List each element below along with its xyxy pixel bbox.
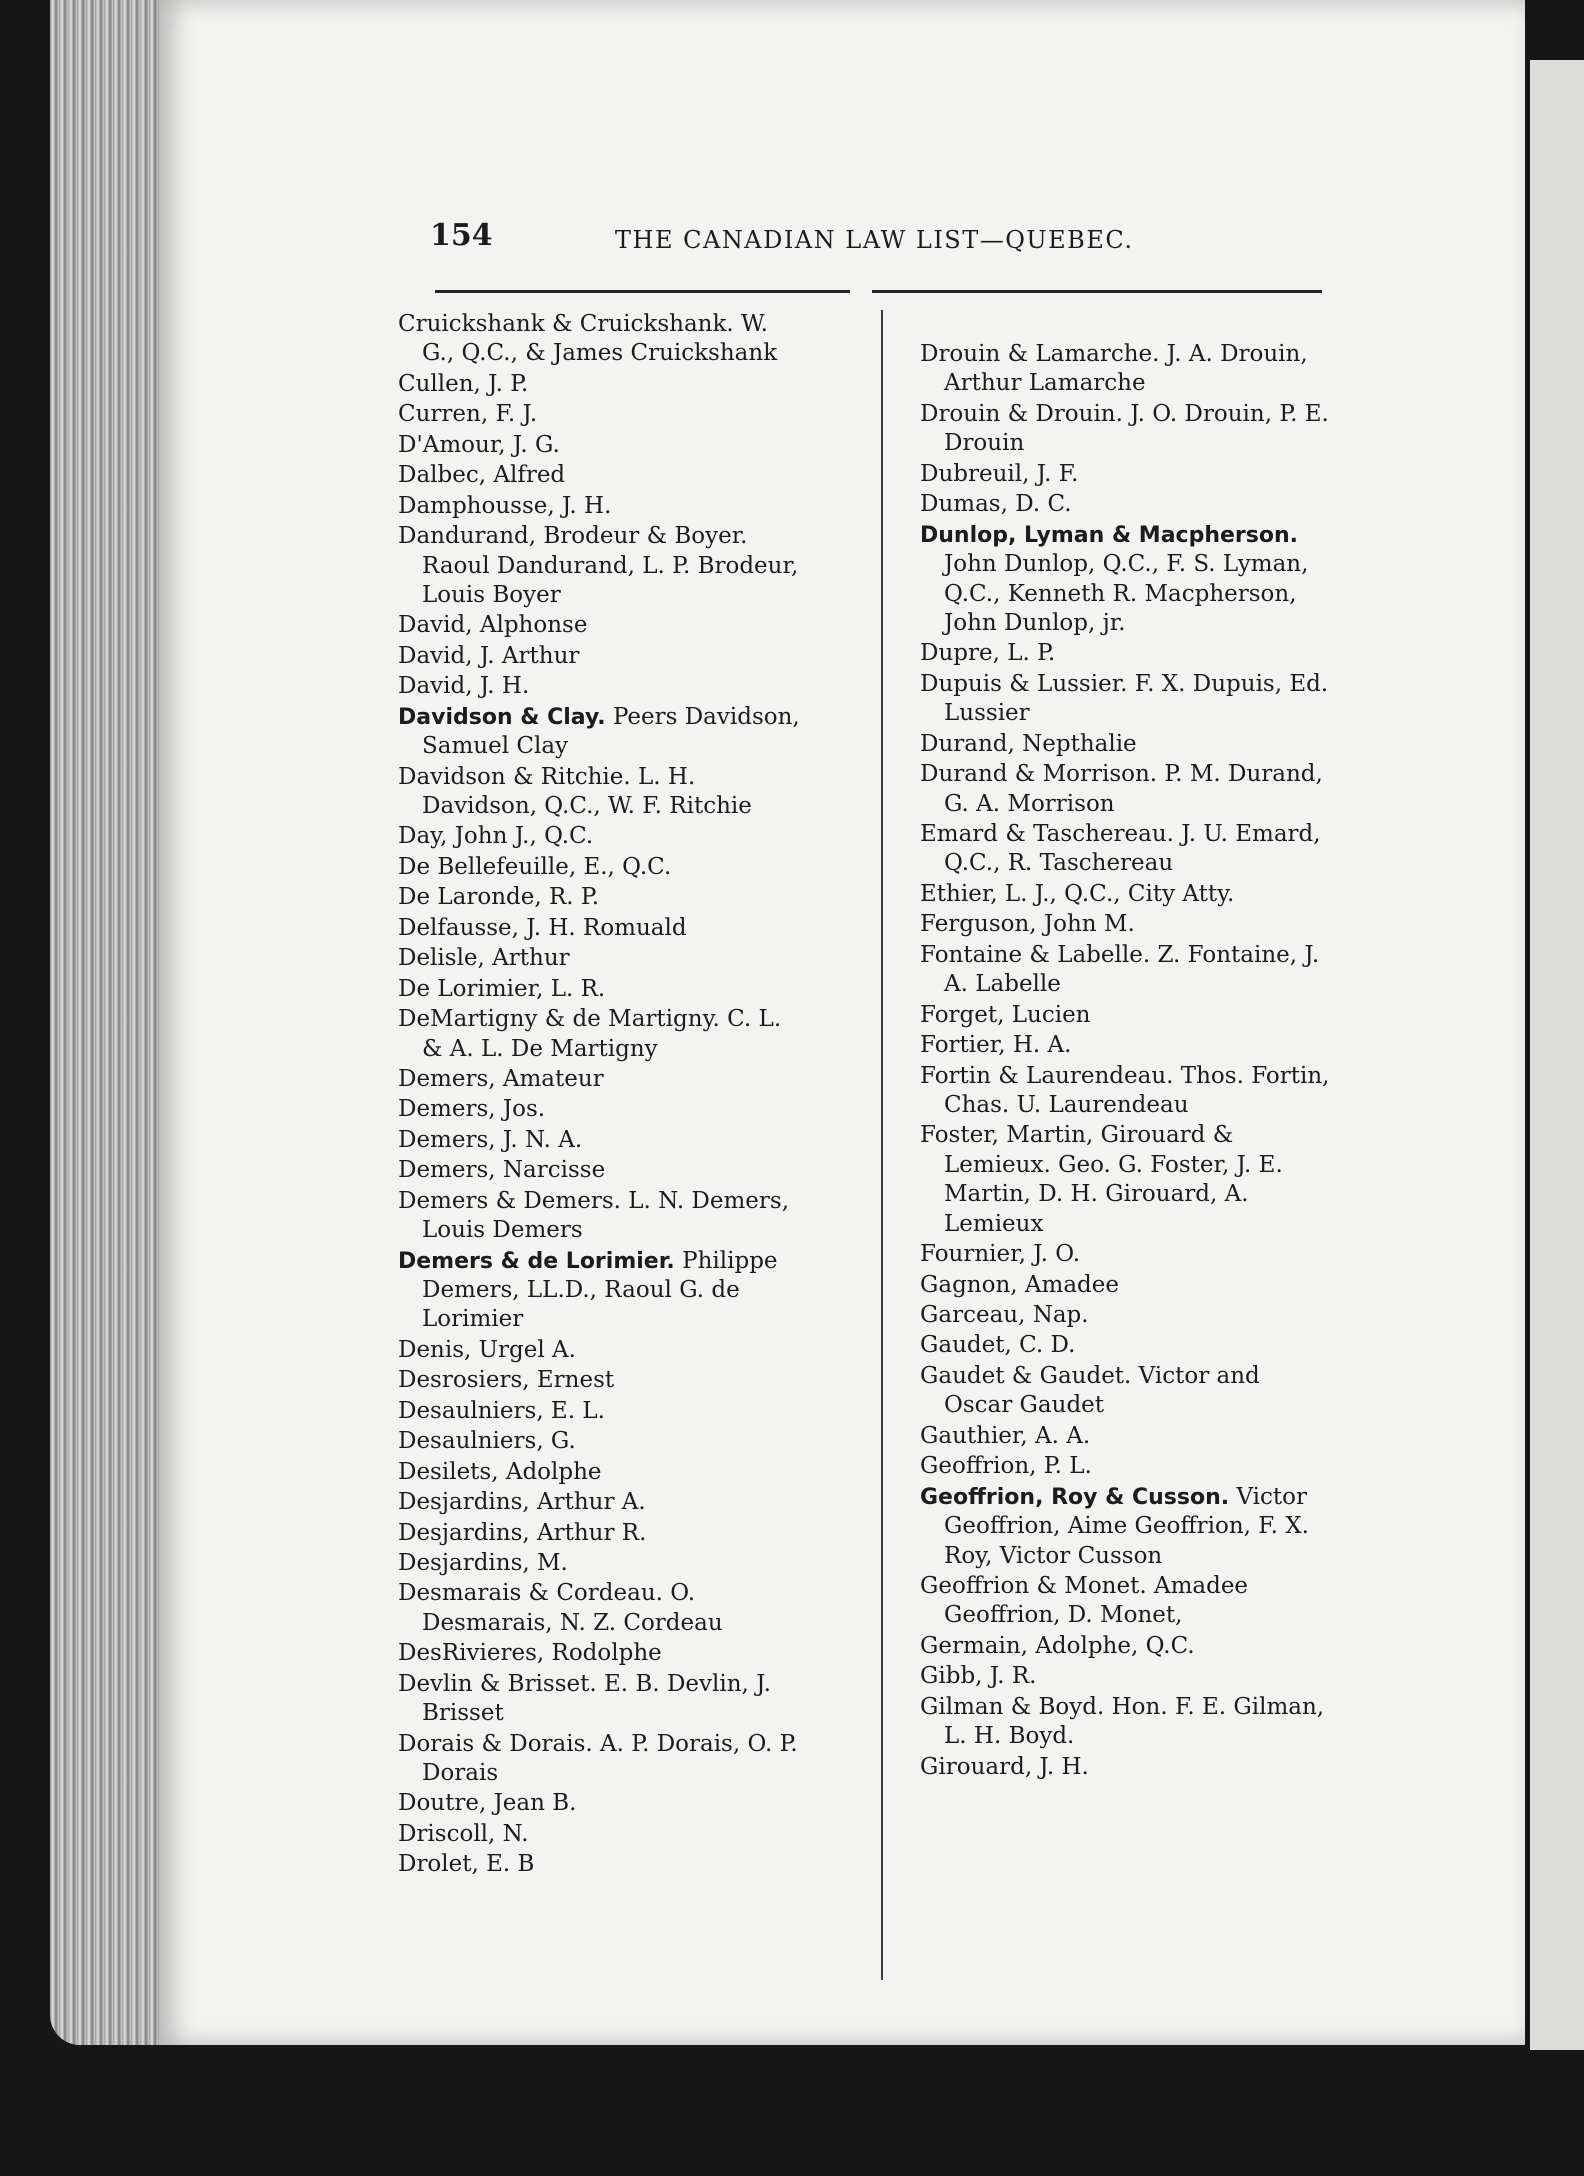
entry-firm-name: Gaudet & Gaudet. [920, 1362, 1132, 1389]
entry-firm-name: Desmarais & Cordeau. [398, 1580, 663, 1607]
directory-entry [398, 492, 803, 521]
directory-entry [398, 763, 803, 822]
directory-entry [920, 1001, 1330, 1030]
entry-firm-name: Ferguson, John M. [920, 911, 1135, 938]
directory-entry [920, 1753, 1330, 1782]
entry-members: A. P. Dorais, O. P. Dorais [422, 1730, 798, 1786]
entry-firm-name: Geoffrion, Roy & Cusson. [920, 1484, 1230, 1510]
entry-members: Victor and Oscar Gaudet [944, 1362, 1260, 1419]
entry-members: O. Desmarais, N. Z. Cordeau [422, 1580, 723, 1636]
directory-entry [398, 1730, 803, 1789]
entry-firm-name: Gauthier, A. A. [920, 1422, 1091, 1449]
entry-firm-name: Dubreuil, J. F. [920, 460, 1079, 487]
directory-entry [398, 1095, 803, 1124]
left-column [398, 310, 803, 1881]
directory-entry [920, 1121, 1330, 1239]
running-title: THE CANADIAN LAW LIST—QUEBEC. [615, 226, 1134, 254]
entry-firm-name: Gaudet, C. D. [920, 1332, 1076, 1359]
entry-firm-name: Delfausse, J. H. Romuald [398, 914, 687, 941]
entry-firm-name: David, J. Arthur [398, 642, 580, 669]
directory-entry [398, 1820, 803, 1849]
entry-firm-name: De Lorimier, L. R. [398, 975, 606, 1002]
directory-entry [920, 1362, 1330, 1421]
directory-entry [920, 1572, 1330, 1631]
directory-entry [920, 490, 1330, 519]
directory-entry [398, 1156, 803, 1185]
entry-firm-name: Germain, Adolphe, Q.C. [920, 1632, 1195, 1659]
entry-firm-name: Desilets, Adolphe [398, 1458, 602, 1485]
entry-firm-name: Fontaine & Labelle. [920, 941, 1151, 968]
directory-entry [920, 1693, 1330, 1752]
entry-firm-name: Dupre, L. P. [920, 640, 1056, 667]
directory-entry [920, 1240, 1330, 1269]
entry-firm-name: Curren, F. J. [398, 401, 538, 428]
entry-firm-name: Cullen, J. P. [398, 370, 529, 397]
entry-firm-name: Desjardins, Arthur R. [398, 1519, 647, 1546]
entry-firm-name: Dumas, D. C. [920, 491, 1072, 518]
directory-entry [920, 670, 1330, 729]
directory-entry [920, 1452, 1330, 1481]
directory-entry [920, 730, 1330, 759]
directory-entry [920, 1031, 1330, 1060]
entry-firm-name: Drouin & Drouin. [920, 400, 1123, 427]
entry-firm-name: De Laronde, R. P. [398, 884, 600, 911]
directory-entry [398, 1519, 803, 1548]
entry-firm-name: Dunlop, Lyman & Macpherson. [920, 522, 1298, 548]
entry-firm-name: Delisle, Arthur [398, 945, 570, 972]
entry-firm-name: Gibb, J. R. [920, 1663, 1037, 1690]
directory-entry [920, 1632, 1330, 1661]
directory-entry [920, 340, 1330, 399]
entry-members: Thos. Fortin, Chas. U. Laurendeau [944, 1062, 1330, 1118]
entry-firm-name: Geoffrion, P. L. [920, 1453, 1092, 1480]
directory-entry [920, 1331, 1330, 1360]
entry-firm-name: Geoffrion & Monet. [920, 1572, 1147, 1599]
directory-entry [398, 703, 803, 762]
entry-members: John Dunlop, Q.C., F. S. Lyman, Q.C., Kenneth R. Macpherson, John Dunlop, jr. [944, 551, 1309, 636]
directory-entry [398, 1065, 803, 1094]
entry-firm-name: Desaulniers, G. [398, 1428, 576, 1455]
page-header [430, 218, 1330, 266]
entry-members: J. U. Emard, Q.C., R. Taschereau [944, 821, 1321, 877]
directory-entry [920, 1301, 1330, 1330]
directory-entry [398, 400, 803, 429]
directory-entry [398, 1850, 803, 1879]
directory-entry [920, 910, 1330, 939]
entry-firm-name: David, Alphonse [398, 612, 588, 639]
entry-firm-name: Forget, Lucien [920, 1001, 1091, 1028]
entry-firm-name: Dorais & Dorais. [398, 1730, 593, 1757]
directory-entry [398, 642, 803, 671]
entry-firm-name: Foster, Martin, Girouard & Lemieux. [920, 1122, 1234, 1178]
entry-firm-name: Demers & de Lorimier. [398, 1248, 675, 1274]
directory-entry [920, 639, 1330, 668]
directory-entry [398, 914, 803, 943]
header-rule-left [435, 290, 850, 293]
directory-entry [398, 1366, 803, 1395]
entry-firm-name: Gagnon, Amadee [920, 1271, 1119, 1298]
entry-firm-name: Garceau, Nap. [920, 1302, 1089, 1328]
directory-entry [920, 1271, 1330, 1300]
directory-entry [398, 1005, 803, 1064]
entry-members: W. G., Q.C., & James Cruickshank [422, 311, 778, 367]
directory-entry [920, 1422, 1330, 1451]
directory-entry [920, 400, 1330, 459]
directory-entry [398, 370, 803, 399]
directory-entry [398, 883, 803, 912]
entry-firm-name: Driscoll, N. [398, 1820, 529, 1847]
entry-members: C. L. & A. L. De Martigny [422, 1006, 782, 1062]
entry-firm-name: David, J. H. [398, 673, 530, 700]
entry-firm-name: Fournier, J. O. [920, 1241, 1081, 1268]
entry-members: Philippe Demers, LL.D., Raoul G. de Lorimier [422, 1247, 778, 1333]
directory-entry [920, 460, 1330, 489]
entry-firm-name: Day, John J., Q.C. [398, 823, 594, 850]
directory-entry [398, 1488, 803, 1517]
entry-firm-name: Desrosiers, Ernest [398, 1367, 615, 1394]
entry-firm-name: DeMartigny & de Martigny. [398, 1006, 720, 1033]
directory-entry [920, 1062, 1330, 1121]
directory-entry [398, 672, 803, 701]
entry-firm-name: Demers, Narcisse [398, 1157, 606, 1184]
entry-firm-name: Dalbec, Alfred [398, 462, 566, 489]
header-rule-right [872, 290, 1322, 293]
entry-firm-name: Desjardins, M. [398, 1549, 568, 1576]
entry-firm-name: Demers, Amateur [398, 1065, 604, 1092]
entry-firm-name: Fortin & Laurendeau. [920, 1062, 1174, 1089]
directory-entry [398, 1427, 803, 1456]
facing-page-edge [1530, 60, 1584, 2050]
directory-entry [920, 1483, 1330, 1571]
entry-firm-name: Emard & Taschereau. [920, 821, 1174, 847]
directory-entry [398, 1336, 803, 1365]
entry-firm-name: Gilman & Boyd. [920, 1693, 1105, 1720]
directory-entry [920, 880, 1330, 909]
entry-members: Victor Geoffrion, Aime Geoffrion, F. X. Roy, Victor Cusson [944, 1483, 1309, 1569]
entry-members: L. H. Davidson, Q.C., W. F. Ritchie [422, 763, 752, 819]
directory-entry [920, 521, 1330, 639]
entry-firm-name: Doutre, Jean B. [398, 1790, 577, 1817]
entry-firm-name: D'Amour, J. G. [398, 431, 560, 458]
directory-entry [398, 310, 803, 369]
column-divider [881, 310, 883, 1980]
directory-entry [398, 944, 803, 973]
directory-entry [398, 1670, 803, 1729]
directory-entry [398, 1579, 803, 1638]
entry-firm-name: Ethier, L. J., Q.C., City Atty. [920, 880, 1235, 907]
directory-entry [398, 1639, 803, 1668]
entry-firm-name: Girouard, J. H. [920, 1753, 1089, 1780]
entry-members: J. O. Drouin, P. E. Drouin [944, 400, 1329, 457]
entry-firm-name: De Bellefeuille, E., Q.C. [398, 853, 672, 880]
directory-entry [920, 820, 1330, 879]
directory-entry [398, 1187, 803, 1246]
directory-entry [398, 853, 803, 882]
entry-firm-name: Demers & Demers. [398, 1187, 621, 1214]
entry-firm-name: Durand, Nepthalie [920, 730, 1137, 757]
entry-members: Z. Fontaine, J. A. Labelle [944, 941, 1320, 998]
directory-entry [920, 760, 1330, 819]
entry-firm-name: Demers, J. N. A. [398, 1126, 583, 1153]
entry-firm-name: Desaulniers, E. L. [398, 1397, 605, 1424]
book-page-edges [50, 0, 170, 2045]
directory-entry [398, 1397, 803, 1426]
directory-entry [398, 1458, 803, 1487]
entry-firm-name: Desjardins, Arthur A. [398, 1489, 646, 1516]
entry-firm-name: Dupuis & Lussier. [920, 670, 1128, 697]
entry-firm-name: Cruickshank & Cruickshank. [398, 311, 734, 337]
directory-entry [398, 1549, 803, 1578]
entry-members: Raoul Dandurand, L. P. Brodeur, Louis Boyer [422, 552, 799, 608]
entry-members: Amadee Geoffrion, D. Monet, [944, 1572, 1249, 1629]
entry-firm-name: Davidson & Ritchie. [398, 763, 631, 790]
entry-firm-name: Devlin & Brisset. [398, 1670, 597, 1697]
directory-entry [398, 1247, 803, 1335]
page-number: 154 [430, 218, 493, 253]
right-column [920, 340, 1330, 1783]
entry-firm-name: Fortier, H. A. [920, 1032, 1072, 1059]
entry-firm-name: Demers, Jos. [398, 1096, 546, 1123]
directory-entry [398, 975, 803, 1004]
entry-firm-name: Damphousse, J. H. [398, 492, 612, 519]
directory-entry [398, 1126, 803, 1155]
directory-entry [398, 461, 803, 490]
entry-firm-name: Drouin & Lamarche. [920, 341, 1160, 367]
entry-members: J. A. Drouin, Arthur Lamarche [944, 341, 1308, 397]
entry-firm-name: Davidson & Clay. [398, 704, 606, 730]
directory-entry [398, 822, 803, 851]
directory-entry [398, 1789, 803, 1818]
entry-firm-name: Denis, Urgel A. [398, 1336, 576, 1363]
entry-members: F. X. Dupuis, Ed. Lussier [944, 670, 1329, 727]
entry-members: Peers Davidson, Samuel Clay [422, 703, 800, 760]
directory-entry [398, 522, 803, 610]
entry-members: Hon. F. E. Gilman, L. H. Boyd. [944, 1693, 1325, 1750]
entry-members: L. N. Demers, Louis Demers [422, 1187, 790, 1244]
entry-members: Geo. G. Foster, J. E. Martin, D. H. Girouard, A. Lemieux [944, 1151, 1283, 1237]
entry-firm-name: Durand & Morrison. [920, 761, 1158, 788]
entry-members: P. M. Durand, G. A. Morrison [944, 761, 1323, 817]
directory-entry [398, 431, 803, 460]
entry-members: E. B. Devlin, J. Brisset [422, 1670, 771, 1727]
directory-entry [920, 1662, 1330, 1691]
directory-entry [920, 941, 1330, 1000]
entry-firm-name: DesRivieres, Rodolphe [398, 1640, 662, 1667]
entry-firm-name: Dandurand, Brodeur & Boyer. [398, 523, 748, 550]
entry-firm-name: Drolet, E. B [398, 1851, 535, 1878]
directory-entry [398, 611, 803, 640]
